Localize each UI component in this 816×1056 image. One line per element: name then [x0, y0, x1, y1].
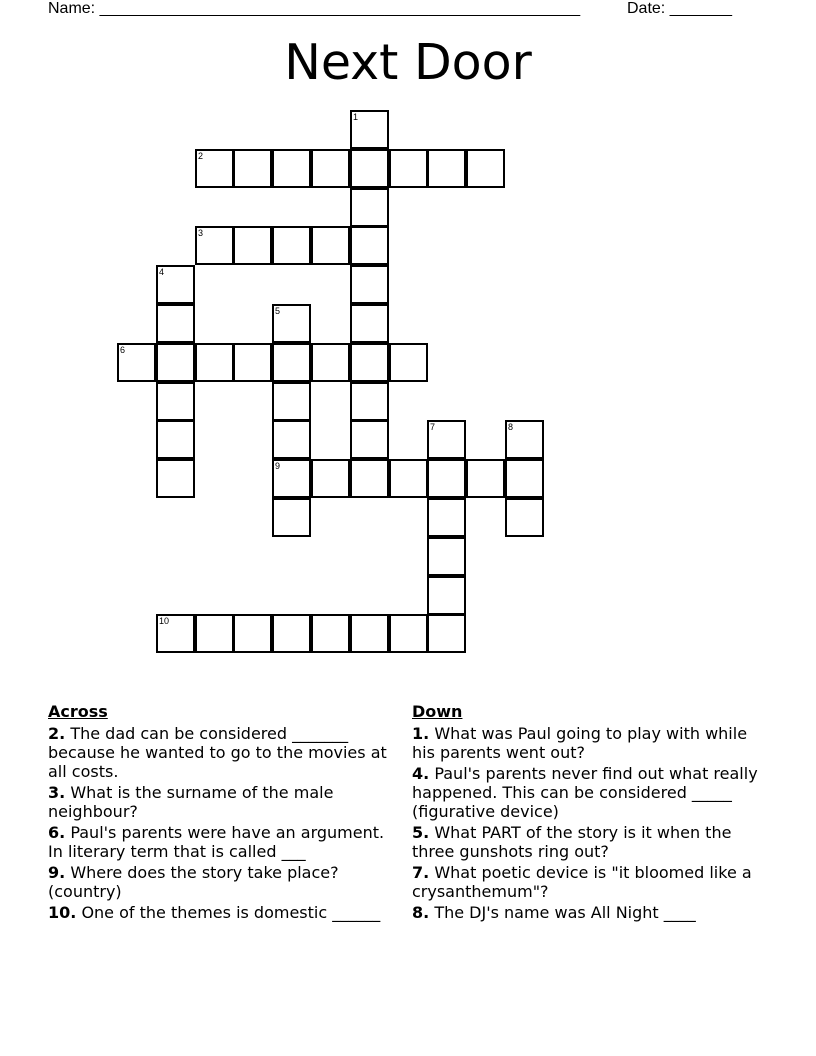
- grid-cell[interactable]: [427, 614, 466, 653]
- cell-number: 2: [198, 151, 204, 161]
- grid-cell[interactable]: [389, 459, 428, 498]
- down-heading: Down: [412, 702, 463, 721]
- grid-cell[interactable]: [156, 459, 195, 498]
- date-field: Date: _______: [627, 0, 732, 17]
- grid-cell[interactable]: [389, 614, 428, 653]
- grid-cell[interactable]: [311, 149, 350, 188]
- across-clue: [48, 863, 404, 901]
- clue-text: One of the themes is domestic ______: [81, 903, 381, 922]
- grid-cell[interactable]: [311, 343, 350, 382]
- clue-number: 3.: [48, 783, 66, 802]
- clue-text: Paul's parents were have an argument. In literary term that is called ___: [48, 823, 385, 861]
- down-clue: [412, 724, 768, 762]
- clue-text: What poetic device is "it bloomed like a crysanthemum"?: [412, 863, 752, 901]
- grid-cell[interactable]: [272, 420, 311, 459]
- grid-cell[interactable]: [350, 110, 389, 149]
- grid-cell[interactable]: [156, 614, 195, 653]
- cell-number: 3: [198, 228, 204, 238]
- clue-text: What was Paul going to play with while his parents went out?: [412, 724, 748, 762]
- clue-number: 8.: [412, 903, 430, 922]
- cell-number: 8: [508, 422, 514, 432]
- grid-cell[interactable]: [233, 149, 272, 188]
- grid-cell[interactable]: [466, 149, 505, 188]
- cell-number: 1: [353, 112, 359, 122]
- grid-cell[interactable]: [272, 149, 311, 188]
- clue-number: 5.: [412, 823, 430, 842]
- clue-text: Paul's parents never find out what really happened. This can be considered _____ (figurative device): [412, 764, 758, 821]
- grid-cell[interactable]: [156, 343, 195, 382]
- grid-cell[interactable]: [195, 343, 234, 382]
- grid-cell[interactable]: [427, 537, 466, 576]
- grid-cell[interactable]: [350, 188, 389, 227]
- grid-cell[interactable]: [505, 420, 544, 459]
- page-title: Next Door: [284, 34, 532, 91]
- grid-cell[interactable]: [350, 265, 389, 304]
- clue-number: 1.: [412, 724, 430, 743]
- down-clue: [412, 863, 768, 901]
- grid-cell[interactable]: [350, 149, 389, 188]
- grid-cell[interactable]: [427, 420, 466, 459]
- clue-number: 4.: [412, 764, 430, 783]
- clue-text: What is the surname of the male neighbour?: [48, 783, 334, 821]
- grid-cell[interactable]: [427, 576, 466, 615]
- grid-cell[interactable]: [272, 343, 311, 382]
- grid-cell[interactable]: [195, 149, 234, 188]
- clue-text: What PART of the story is it when the three gunshots ring out?: [412, 823, 732, 861]
- across-clues: [48, 702, 404, 924]
- down-clue: [412, 903, 768, 922]
- grid-cell[interactable]: [195, 614, 234, 653]
- clue-number: 7.: [412, 863, 430, 882]
- grid-cell[interactable]: [311, 459, 350, 498]
- down-clue: [412, 823, 768, 861]
- cell-number: 6: [120, 345, 126, 355]
- grid-cell[interactable]: [272, 226, 311, 265]
- down-clues: [412, 702, 768, 924]
- grid-cell[interactable]: [195, 226, 234, 265]
- grid-cell[interactable]: [505, 459, 544, 498]
- grid-cell[interactable]: [350, 343, 389, 382]
- cell-number: 10: [159, 616, 170, 626]
- cell-number: 4: [159, 267, 165, 277]
- grid-cell[interactable]: [156, 265, 195, 304]
- across-clue: [48, 903, 404, 922]
- grid-cell[interactable]: [272, 498, 311, 537]
- grid-cell[interactable]: [466, 459, 505, 498]
- clue-number: 9.: [48, 863, 66, 882]
- across-clue: [48, 783, 404, 821]
- grid-cell[interactable]: [272, 304, 311, 343]
- grid-cell[interactable]: [233, 343, 272, 382]
- grid-cell[interactable]: [350, 382, 389, 421]
- grid-cell[interactable]: [389, 343, 428, 382]
- name-field: Name: ______________________________________________________: [48, 0, 581, 17]
- clue-number: 2.: [48, 724, 66, 743]
- grid-cell[interactable]: [272, 614, 311, 653]
- grid-cell[interactable]: [427, 149, 466, 188]
- down-clue: [412, 764, 768, 821]
- clue-text: Where does the story take place? (country): [48, 863, 339, 901]
- grid-cell[interactable]: [427, 459, 466, 498]
- grid-cell[interactable]: [117, 343, 156, 382]
- across-clue: [48, 823, 404, 861]
- grid-cell[interactable]: [350, 459, 389, 498]
- cell-number: 9: [275, 461, 281, 471]
- grid-cell[interactable]: [156, 382, 195, 421]
- grid-cell[interactable]: [505, 498, 544, 537]
- grid-cell[interactable]: [427, 498, 466, 537]
- cell-number: 5: [275, 306, 281, 316]
- clue-text: The dad can be considered _______ because he wanted to go to the movies at all costs.: [48, 724, 387, 781]
- grid-cell[interactable]: [233, 226, 272, 265]
- grid-cell[interactable]: [350, 420, 389, 459]
- cell-number: 7: [430, 422, 436, 432]
- grid-cell[interactable]: [156, 304, 195, 343]
- across-heading: Across: [48, 702, 108, 721]
- grid-cell[interactable]: [311, 226, 350, 265]
- grid-cell[interactable]: [350, 304, 389, 343]
- grid-cell[interactable]: [350, 226, 389, 265]
- across-clue: [48, 724, 404, 781]
- clue-number: 6.: [48, 823, 66, 842]
- grid-cell[interactable]: [272, 382, 311, 421]
- clue-number: 10.: [48, 903, 77, 922]
- grid-cell[interactable]: [272, 459, 311, 498]
- grid-cell[interactable]: [311, 614, 350, 653]
- clue-text: The DJ's name was All Night ____: [434, 903, 696, 922]
- grid-cell[interactable]: [389, 149, 428, 188]
- grid-cell[interactable]: [233, 614, 272, 653]
- grid-cell[interactable]: [350, 614, 389, 653]
- grid-cell[interactable]: [156, 420, 195, 459]
